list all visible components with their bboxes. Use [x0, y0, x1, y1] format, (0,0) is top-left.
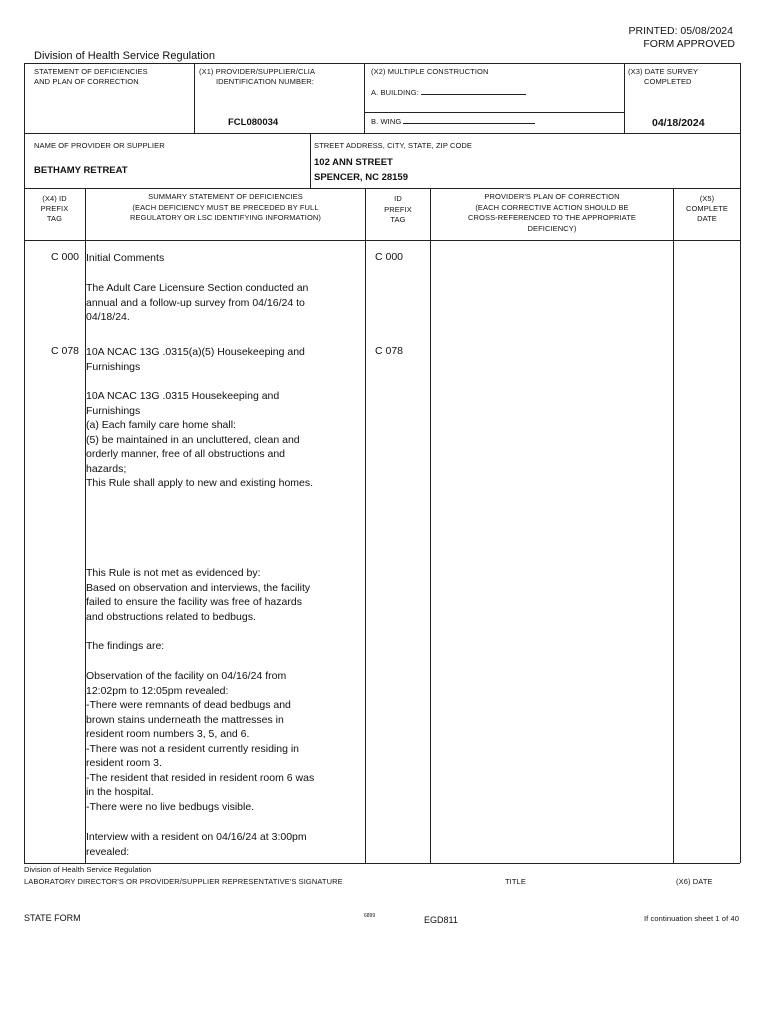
- x2-building-label: A. BUILDING:: [371, 88, 419, 97]
- c078-not-met: This Rule is not met as evidenced by: Based on observation and interviews, the facility failed to ensure the facility was free of hazards and obstructions related to bedbugs.: [86, 567, 311, 623]
- statement-label-2: AND PLAN OF CORRECTION: [34, 77, 139, 86]
- x2-wing-label: B. WING: [371, 117, 402, 126]
- tag-c000-right: C 000: [375, 251, 404, 263]
- state-form-label: STATE FORM: [24, 913, 81, 923]
- id-prefix-header: ID PREFIX TAG: [384, 194, 412, 224]
- x3-label-2: COMPLETED: [644, 77, 692, 86]
- x2-wing-row: [371, 115, 535, 126]
- statement-label: STATEMENT OF DEFICIENCIES: [34, 67, 148, 76]
- x1-label: (X1) PROVIDER/SUPPLIER/CLIA: [199, 67, 316, 76]
- tag-c078-right: C 078: [375, 345, 404, 357]
- provider-name-label: NAME OF PROVIDER OR SUPPLIER: [34, 141, 165, 150]
- event-id: EGD811: [424, 915, 458, 925]
- interview-text: Interview with a resident on 04/16/24 at 3:00pm revealed:: [86, 831, 307, 858]
- provider-id-value: FCL080034: [228, 117, 279, 128]
- tag-c000: C 000: [51, 251, 80, 263]
- x2-label: (X2) MULTIPLE CONSTRUCTION: [371, 67, 489, 76]
- printed-date: PRINTED: 05/08/2024: [628, 25, 733, 37]
- c078-title: 10A NCAC 13G .0315(a)(5) Housekeeping and Furnishings: [86, 346, 305, 373]
- x4-header: (X4) ID PREFIX TAG: [40, 194, 69, 223]
- x3-label: (X3) DATE SURVEY: [628, 67, 699, 76]
- observation-text: Observation of the facility on 04/16/24 from 12:02pm to 12:05pm revealed: -There were remnants of dead bedbugs and brown stains underneath the mattresses in resident room numbers 3, 5, and 6. -There was not a resident currently residing in resident room 3. -The resident that resided in resident room 6 was in the hospital. -There were no live bedbugs visible.: [86, 670, 315, 813]
- x1-label-2: IDENTIFICATION NUMBER:: [216, 77, 314, 86]
- x6-date-label: (X6) DATE: [676, 877, 713, 886]
- findings-intro: The findings are:: [86, 640, 165, 652]
- provider-name: BETHAMY RETREAT: [34, 165, 128, 176]
- survey-completed-date: 04/18/2024: [652, 117, 705, 129]
- signature-label: LABORATORY DIRECTOR'S OR PROVIDER/SUPPLIER REPRESENTATIVE'S SIGNATURE: [24, 877, 343, 886]
- form-status: FORM APPROVED: [643, 38, 735, 50]
- continuation-sheet: If continuation sheet 1 of 40: [643, 914, 739, 923]
- street-address: 102 ANN STREET: [314, 157, 393, 168]
- c000-title: Initial Comments: [86, 252, 165, 264]
- x5-header: (X5) COMPLETE DATE: [685, 194, 729, 223]
- wing-blank: [403, 115, 535, 124]
- form-code: 6899: [364, 913, 376, 919]
- division-title: Division of Health Service Regulation: [34, 50, 215, 62]
- c000-body: The Adult Care Licensure Section conducted an annual and a follow-up survey from 04/16/24 to 04/18/24.: [86, 282, 309, 323]
- tag-c078: C 078: [51, 345, 80, 357]
- x2-building-row: [371, 86, 526, 97]
- footer-division: Division of Health Service Regulation: [24, 865, 152, 874]
- building-blank: [421, 86, 526, 95]
- summary-header: SUMMARY STATEMENT OF DEFICIENCIES (EACH DEFICIENCY MUST BE PRECEDED BY FULL REGULATORY OR LSC IDENTIFYING INFORMATION): [129, 192, 322, 222]
- title-label: TITLE: [505, 877, 526, 886]
- c078-rule: 10A NCAC 13G .0315 Housekeeping and Furnishings (a) Each family care home shall: (5) be maintained in an uncluttered, clean and orderly manner, free of all obstructions and hazards; This Rule shall apply to new and existing homes.: [86, 390, 314, 489]
- address-label: STREET ADDRESS, CITY, STATE, ZIP CODE: [314, 141, 473, 150]
- city-state-zip: SPENCER, NC 28159: [314, 172, 408, 183]
- plan-header: PROVIDER'S PLAN OF CORRECTION (EACH CORRECTIVE ACTION SHOULD BE CROSS-REFERENCED TO THE APPROPRIATE DEFICIENCY): [468, 192, 636, 233]
